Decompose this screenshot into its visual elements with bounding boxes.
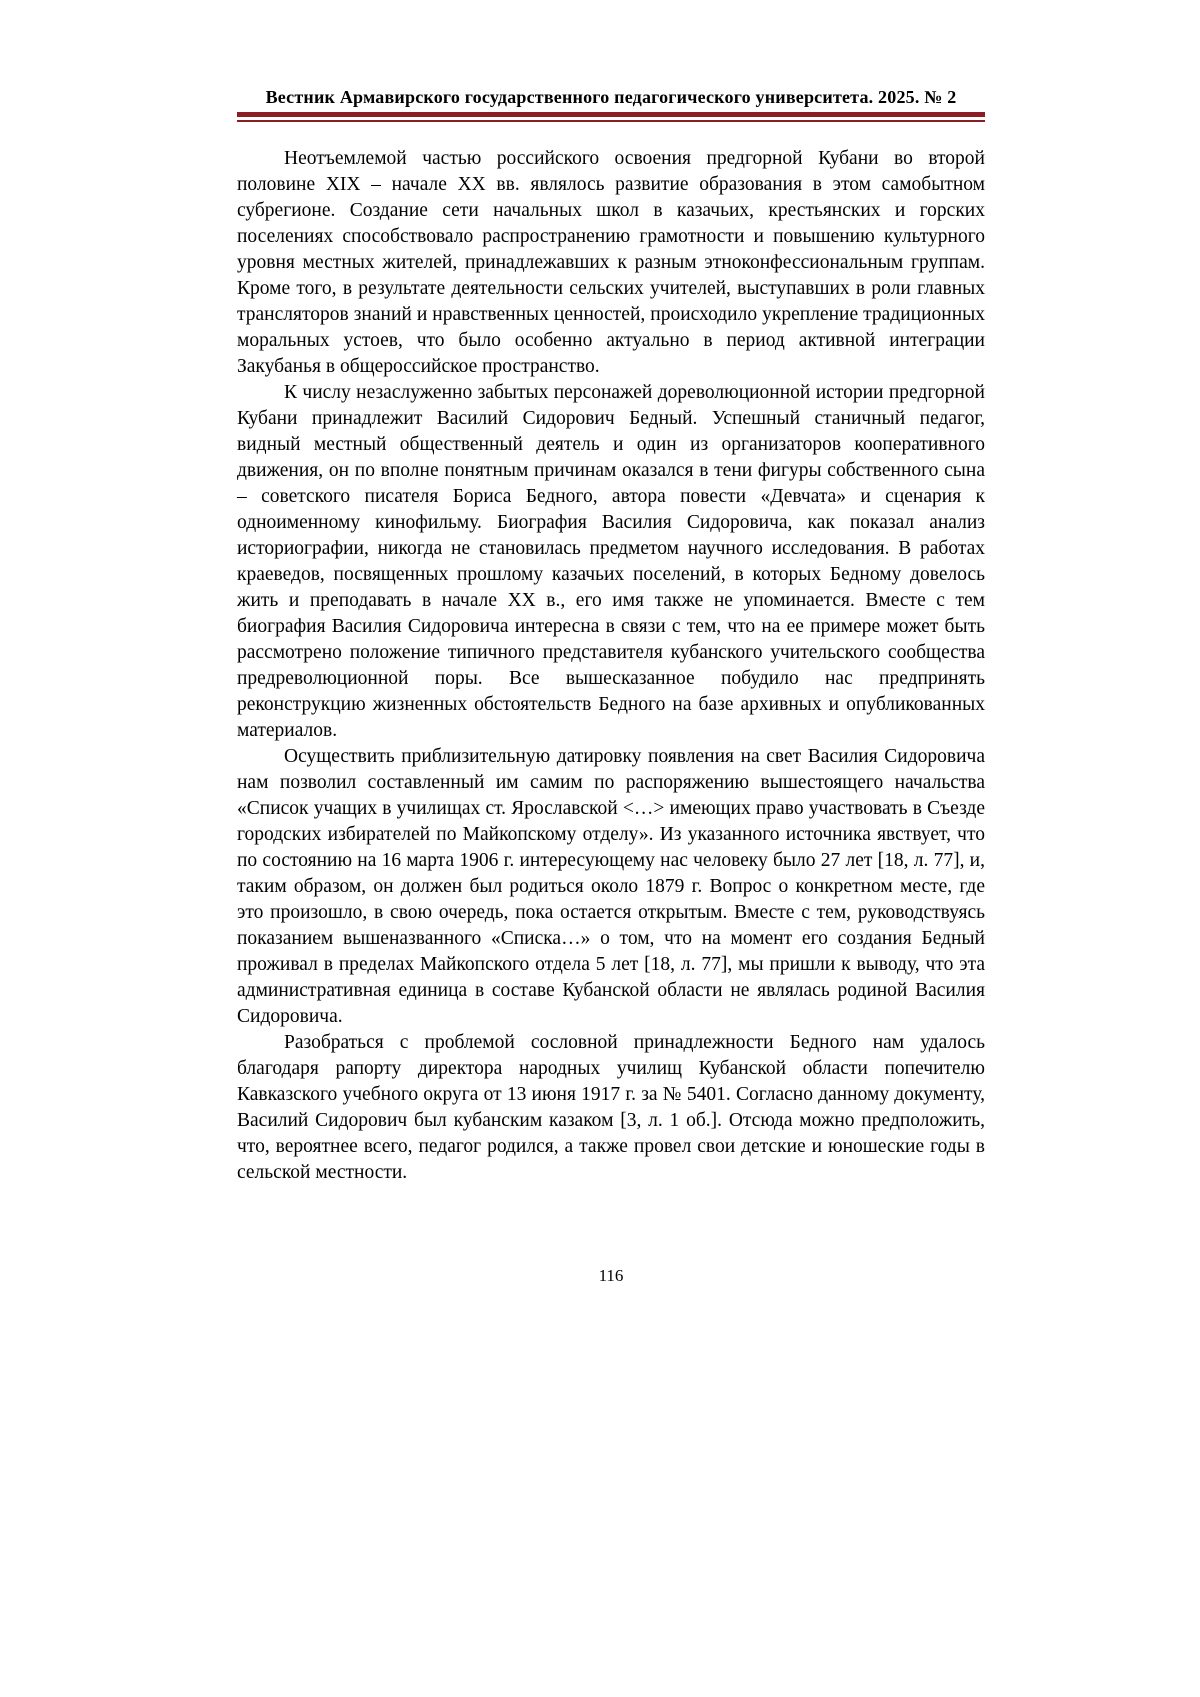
paragraph: К числу незаслуженно забытых персонажей дореволюционной истории предгорной Кубани принадлежит Василий Сидорович Бедный. Успешный станичный педагог, видный местный общественный деятель и один из организаторов кооперативного движения, он по вполне понятным причинам оказался в тени фигуры собственного сына – советского писателя Бориса Бедного, автора повести «Девчата» и сценария к одноименному кинофильму. Биография Василия Сидоровича, как показал анализ историографии, никогда не становилась предметом научного исследования. В работах краеведов, посвященных прошлому казачьих поселений, в которых Бедному довелось жить и преподавать в начале XX в., его имя также не упоминается. Вместе с тем биография Василия Сидоровича интересна в связи с тем, что на ее примере может быть рассмотрено положение типичного представителя кубанского учительского сообщества предреволюционной поры. Все вышесказанное побудило нас предпринять реконструкцию жизненных обстоятельств Бедного на базе архивных и опубликованных материалов. (237, 382, 985, 741)
header-rule-thin (237, 120, 985, 122)
paragraph: Осуществить приблизительную датировку появления на свет Василия Сидоровича нам позволил составленный им самим по распоряжению вышестоящего начальства «Список учащих в училищах ст. Ярославской <…> имеющих право участвовать в Съезде городских избирателей по Майкопскому отделу». Из указанного источника явствует, что по состоянию на 16 марта 1906 г. интересующему нас человеку было 27 лет [18, л. 77], и, таким образом, он должен был родиться около 1879 г. Вопрос о конкретном месте, где это произошло, в свою очередь, пока остается открытым. Вместе с тем, руководствуясь показанием вышеназванного «Списка…» о том, что на момент его создания Бедный проживал в пределах Майкопского отдела 5 лет [18, л. 77], мы пришли к выводу, что эта административная единица в составе Кубанской области не являлась родиной Василия Сидоровича. (237, 746, 985, 1027)
paragraph: Разобраться с проблемой сословной принадлежности Бедного нам удалось благодаря рапорту директора народных училищ Кубанской области попечителю Кавказского учебного округа от 13 июня 1917 г. за № 5401. Согласно данному документу, Василий Сидорович был кубанским казаком [3, л. 1 об.]. Отсюда можно предположить, что, вероятнее всего, педагог родился, а также провел свои детские и юношеские годы в сельской местности. (237, 1032, 985, 1183)
article-body (237, 146, 985, 1186)
header-rule-thick (237, 112, 985, 117)
paragraph: Неотъемлемой частью российского освоения предгорной Кубани во второй половине XIX – начале XX вв. являлось развитие образования в этом самобытном субрегионе. Создание сети начальных школ в казачьих, крестьянских и горских поселениях способствовало распространению грамотности и повышению культурного уровня местных жителей, принадлежавших к разным этноконфессиональным группам. Кроме того, в результате деятельности сельских учителей, выступавших в роли главных трансляторов знаний и нравственных ценностей, происходило укрепление традиционных моральных устоев, что было особенно актуально в период активной интеграции Закубанья в общероссийское пространство. (237, 148, 985, 377)
journal-header-title: Вестник Армавирского государственного педагогического университета. 2025. № 2 (265, 87, 957, 107)
page-number: 116 (598, 1266, 624, 1285)
